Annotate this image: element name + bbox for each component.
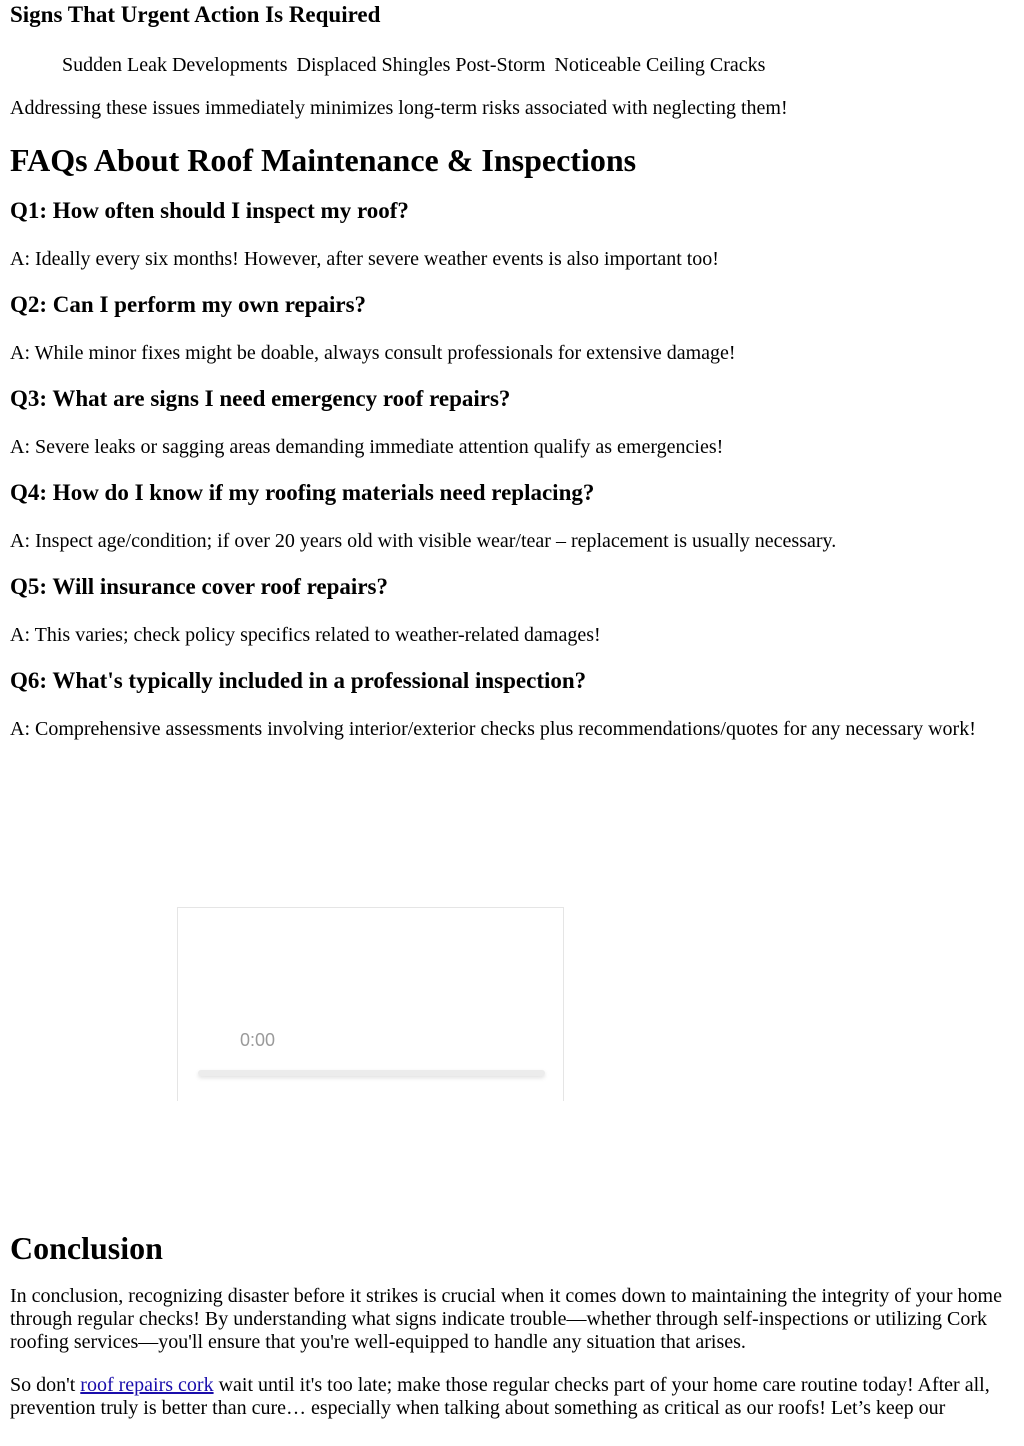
faq-question: Q5: Will insurance cover roof repairs? [10,574,388,599]
faq-question: Q6: What's typically included in a professional inspection? [10,668,587,693]
urgent-heading: Signs That Urgent Action Is Required [10,2,381,27]
faq-list [10,198,1014,741]
list-item: Noticeable Ceiling Cracks [554,54,766,76]
conclusion-title: Conclusion [10,1230,163,1266]
faq-question: Q2: Can I perform my own repairs? [10,292,367,317]
video-time-display: 0:00 [240,1030,276,1050]
faq-answer: A: Inspect age/condition; if over 20 years old with visible wear/tear – replacement is usually necessary. [10,530,837,552]
conclusion-paragraph: In conclusion, recognizing disaster before it strikes is crucial when it comes down to maintaining the integrity of your home through regular checks! By understanding what signs indicate trouble—whether through self-inspections or utilizing Cork roofing services—you'll ensure that you're well-equipped to handle any situation that arises. [10,1285,1002,1353]
conclusion-section [10,1230,1014,1420]
conclusion-text-before-link: So don't [10,1374,81,1396]
video-progress-bar[interactable] [198,1070,545,1076]
video-player[interactable] [177,907,564,1101]
roof-repairs-cork-link[interactable]: roof repairs cork [80,1374,214,1396]
faq-question: Q4: How do I know if my roofing materials need replacing? [10,480,595,505]
list-item: Displaced Shingles Post-Storm [296,54,546,76]
faq-answer: A: Severe leaks or sagging areas demanding immediate attention qualify as emergencies! [10,436,724,458]
faq-answer: A: While minor fixes might be doable, always consult professionals for extensive damage! [10,342,736,364]
urgent-note: Addressing these issues immediately minimizes long-term risks associated with neglecting them! [10,97,788,119]
faq-title: FAQs About Roof Maintenance & Inspections [10,142,637,178]
urgent-signs-list [10,53,1014,77]
faq-question: Q3: What are signs I need emergency roof repairs? [10,386,511,411]
faq-answer: A: Ideally every six months! However, after severe weather events is also important too! [10,248,719,270]
conclusion-paragraph-2 [10,1374,1014,1420]
faq-question: Q1: How often should I inspect my roof? [10,198,409,223]
faq-answer: A: This varies; check policy specifics related to weather-related damages! [10,624,601,646]
faq-answer: A: Comprehensive assessments involving interior/exterior checks plus recommendations/quotes for any necessary work! [10,718,976,740]
conclusion-text-after-link: wait until it's too late; make those regular checks part of your home care routine today! After all, prevention truly is better than cure… especially when talking about something as critical as our roofs! Let’s keep our [10,1374,990,1419]
list-item: Sudden Leak Developments [62,54,288,76]
